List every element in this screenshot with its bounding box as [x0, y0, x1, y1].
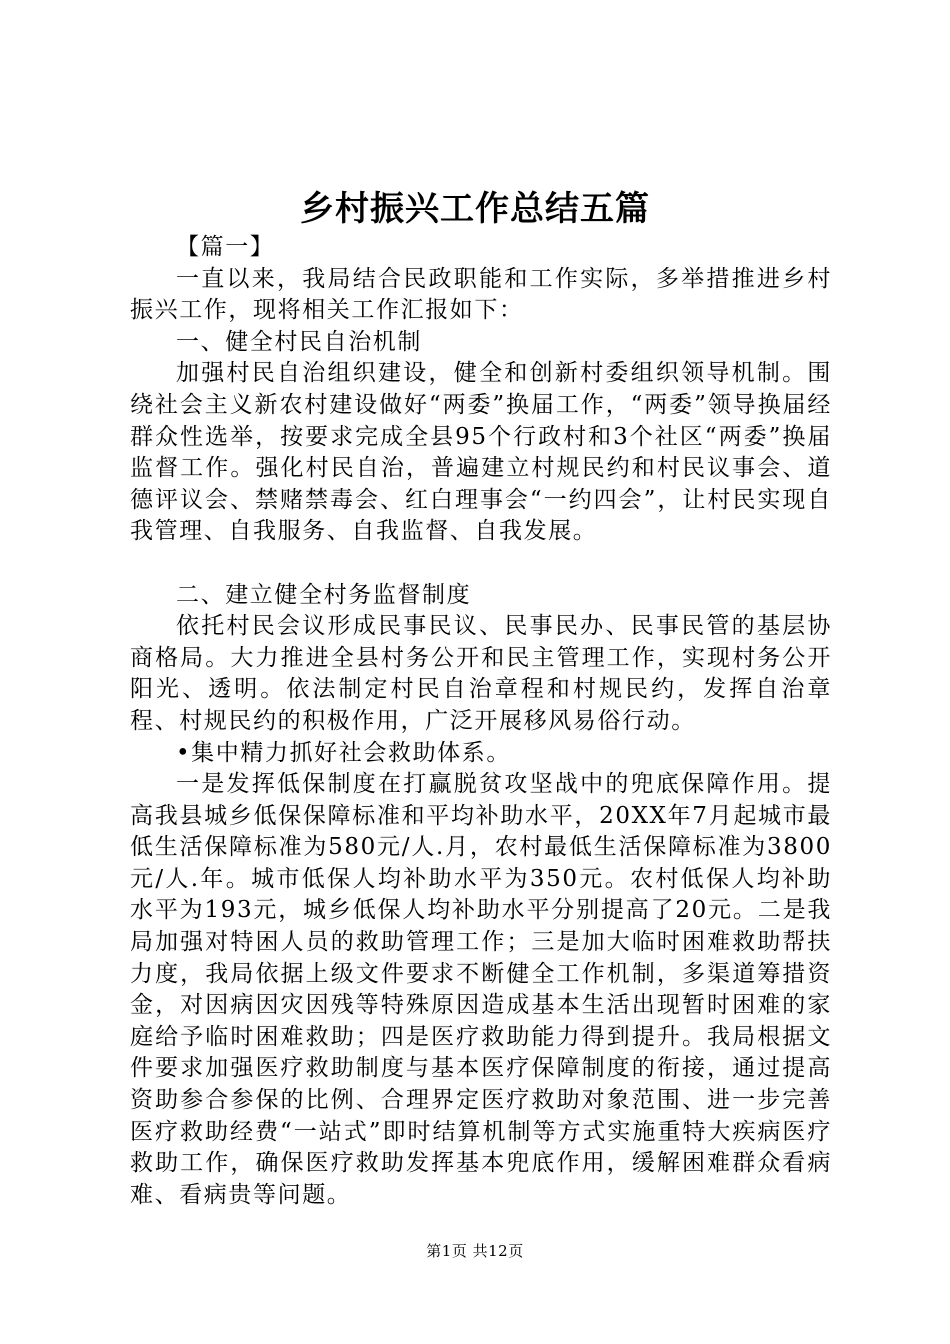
body-paragraph: 依托村民会议形成民事民议、民事民办、民事民管的基层协商格局。大力推进全县村务公开和民主管理工作，实现村务公开阳光、透明。依法制定村民自治章程和村规民约，发挥自治章程、村规民约的积极作用，广泛开展移风易俗行动。: [130, 613, 832, 734]
body-paragraph: 加强村民自治组织建设，健全和创新村委组织领导机制。围绕社会主义新农村建设做好“两委”换届工作，“两委”领导换届经群众性选举，按要求完成全县95个行政村和3个社区“两委”换届监督工作。强化村民自治，普遍建立村规民约和村民议事会、道德评议会、禁赌禁毒会、红白理事会“一约四会”，让村民实现自我管理、自我服务、自我监督、自我发展。: [130, 360, 832, 545]
bullet-heading: •集中精力抓好社会救助体系。: [176, 739, 511, 766]
page-number-footer: 第1页 共12页: [426, 1242, 524, 1260]
document-body: [130, 232, 832, 1211]
section-heading-1: 一、健全村民自治机制: [176, 328, 422, 355]
section-heading-part-one: 【篇一】: [176, 234, 275, 260]
document-title: 乡村振兴工作总结五篇: [300, 189, 650, 229]
section-heading-2: 二、建立健全村务监督制度: [176, 581, 472, 608]
body-paragraph: 一是发挥低保制度在打赢脱贫攻坚战中的兜底保障作用。提高我县城乡低保保障标准和平均补助水平，20XX年7月起城市最低生活保障标准为580元/人.月，农村最低生活保障标准为3800元/人.年。城市低保人均补助水平为350元。农村低保人均补助水平为193元，城乡低保人均补助水平分别提高了20元。二是我局加强对特困人员的救助管理工作；三是加大临时困难救助帮扶力度，我局依据上级文件要求不断健全工作机制，多渠道筹措资金，对因病因灾因残等特殊原因造成基本生活出现暂时困难的家庭给予临时困难救助；四是医疗救助能力得到提升。我局根据文件要求加强医疗救助制度与基本医疗保障制度的衔接，通过提高资助参合参保的比例、合理界定医疗救助对象范围、进一步完善医疗救助经费“一站式”即时结算机制等方式实施重特大疾病医疗救助工作，确保医疗救助发挥基本兜底作用，缓解困难群众看病难、看病贵等问题。: [130, 771, 832, 1208]
intro-paragraph: 一直以来，我局结合民政职能和工作实际，多举措推进乡村振兴工作，现将相关工作汇报如下：: [130, 265, 832, 324]
